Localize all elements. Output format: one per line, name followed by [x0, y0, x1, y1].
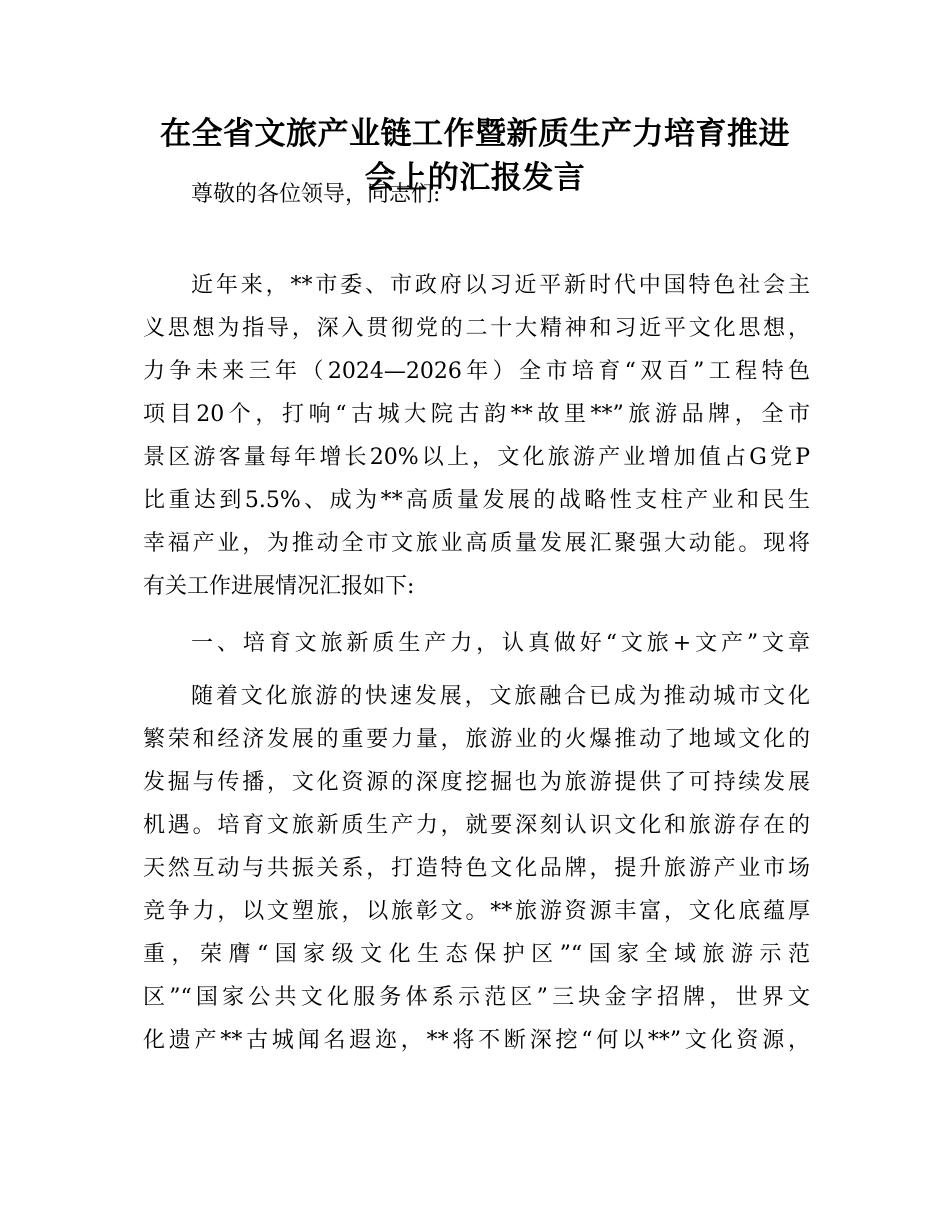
salutation-line: 尊敬的各位领导，同志们:: [191, 182, 441, 207]
paragraph-line: 随着文化旅游的快速发展，文旅融合已成为推动城市文化: [191, 684, 810, 709]
paragraph-line: 天然互动与共振关系，打造特色文化品牌，提升旅游产业市场: [143, 856, 810, 881]
paragraph-line: 近年来，**市委、市政府以习近平新时代中国特色社会主: [191, 273, 810, 298]
paragraph-line: 力争未来三年（2024—2026年）全市培育“双百”工程特色: [143, 359, 810, 384]
paragraph-line: 发掘与传播，文化资源的深度挖掘也为旅游提供了可持续发展: [143, 770, 810, 795]
paragraph-line: 化遗产**古城闻名遐迩，**将不断深挖“何以**”文化资源，: [143, 1028, 810, 1053]
paragraph-line: 重，荣膺“国家级文化生态保护区”“国家全域旅游示范: [143, 942, 810, 967]
title-line: 在全省文旅产业链工作暨新质生产力培育推进: [160, 116, 790, 152]
paragraph-line: 幸福产业，为推动全市文旅业高质量发展汇聚强大动能。现将: [143, 531, 810, 556]
paragraph-line: 竞争力，以文塑旅，以旅彰文。**旅游资源丰富，文化底蕴厚: [143, 899, 810, 924]
section-heading: 一、培育文旅新质生产力，认真做好“文旅+文产”文章: [191, 631, 810, 656]
paragraph-line: 项目20个，打响“古城大院古韵**故里**”旅游品牌，全市: [143, 402, 810, 427]
paragraph-line: 义思想为指导，深入贯彻党的二十大精神和习近平文化思想，: [143, 316, 810, 341]
paragraph-line: 区”“国家公共文化服务体系示范区”三块金字招牌，世界文: [143, 985, 810, 1010]
paragraph-line: 机遇。培育文旅新质生产力，就要深刻认识文化和旅游存在的: [143, 813, 810, 838]
paragraph-line: 有关工作进展情况汇报如下:: [143, 574, 415, 599]
paragraph-line: 繁荣和经济发展的重要力量，旅游业的火爆推动了地域文化的: [143, 727, 810, 752]
title-line: 会上的汇报发言: [364, 160, 586, 196]
paragraph-line: 比重达到5.5%、成为**高质量发展的战略性支柱产业和民生: [143, 488, 810, 513]
paragraph-line: 景区游客量每年增长20%以上，文化旅游产业增加值占G党P: [143, 445, 810, 470]
